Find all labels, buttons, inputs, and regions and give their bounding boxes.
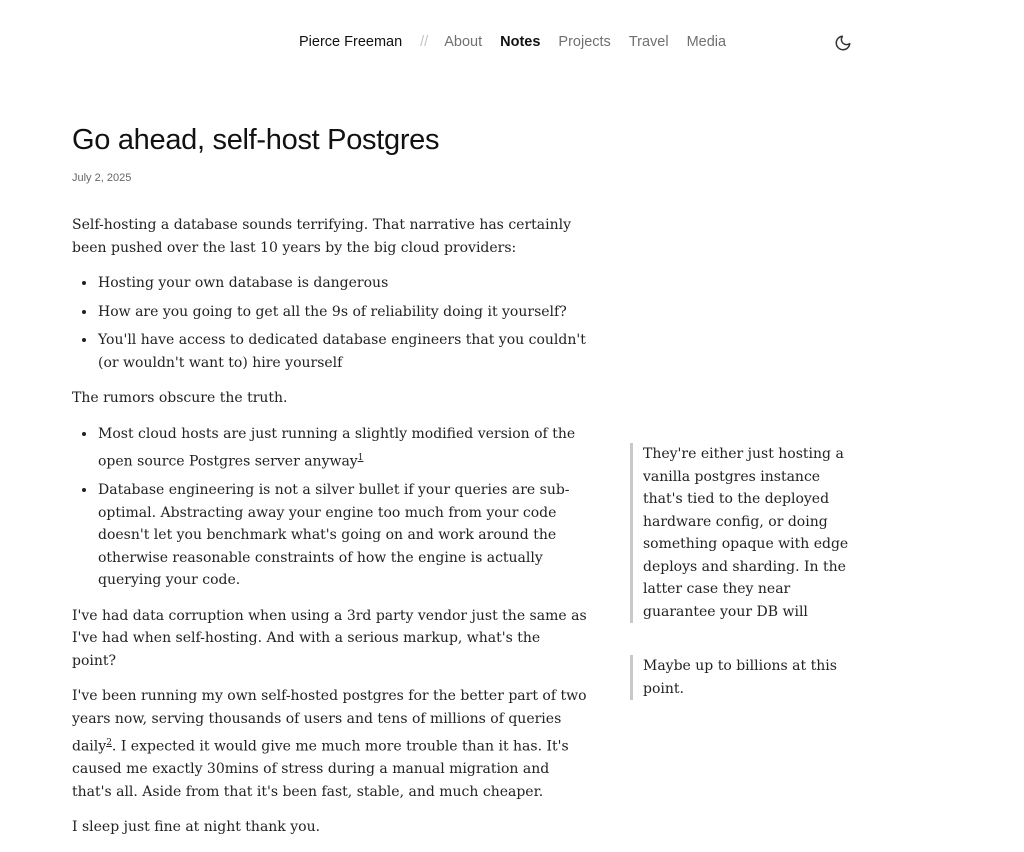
- nav-separator: //: [420, 34, 429, 50]
- truths-list: [72, 423, 588, 592]
- myths-list: [72, 272, 588, 374]
- site-header: [0, 0, 1024, 86]
- sidenote-1: They're either just hosting a vanilla postgres instance that's tied to the deployed hardware config, or doing something opaque with edge deploys and sharding. In the latter case they near guarantee your DB will: [630, 443, 858, 623]
- post-date: July 2, 2025: [72, 172, 132, 184]
- footnote-link-1[interactable]: 1: [357, 453, 364, 463]
- nav-link-projects[interactable]: Projects: [558, 34, 611, 50]
- footnote-ref: [358, 449, 364, 463]
- top-nav: [299, 34, 744, 50]
- list-item: [97, 423, 588, 474]
- nav-link-travel[interactable]: Travel: [628, 34, 669, 50]
- footnote-link-2[interactable]: 2: [106, 738, 112, 749]
- list-item: • Hosting your own database is dangerous: [97, 272, 588, 295]
- sleep-paragraph: I sleep just fine at night thank you.: [72, 819, 321, 836]
- corruption-paragraph: I've had data corruption when using a 3rd party vendor just the same as I've had when self-hosting. And with a serious markup, what's the point?: [72, 607, 587, 669]
- list-item: • How are you going to get all the 9s of reliability doing it yourself?: [97, 301, 588, 324]
- article-body: [72, 214, 588, 852]
- list-item-text: Most cloud hosts are just running a slightly modified version of the open source Postgres server anyway: [98, 425, 576, 470]
- nav-link-notes[interactable]: Notes: [500, 34, 541, 50]
- list-item: • Database engineering is not a silver bullet if your queries are sub-optimal. Abstracting away your engine too much from your code doesn't let you benchmark what's going on and work around the otherwise reasonable constraints of how the engine is actually querying your code.: [97, 479, 588, 592]
- nav-link-about[interactable]: About: [444, 34, 483, 50]
- theme-toggle-button[interactable]: [834, 34, 852, 52]
- running-paragraph: [72, 685, 588, 803]
- page-title: Go ahead, self-host Postgres: [72, 124, 440, 156]
- intro-paragraph: Self-hosting a database sounds terrifying. That narrative has certainly been pushed over the last 10 years by the big cloud providers:: [72, 217, 571, 256]
- moon-icon: [834, 34, 852, 52]
- running-text-start: I've been running my own self-hosted postgres for the better part of two years now, serving thousands of users and tens of millions of queries daily: [72, 688, 587, 755]
- sidenote-2: Maybe up to billions at this point.: [630, 655, 858, 700]
- site-brand-link[interactable]: Pierce Freeman: [299, 34, 403, 50]
- list-item: • You'll have access to dedicated database engineers that you couldn't (or wouldn't want to) hire yourself: [97, 329, 588, 374]
- nav-link-media[interactable]: Media: [686, 34, 727, 50]
- rumors-paragraph: The rumors obscure the truth.: [72, 390, 288, 406]
- running-text-end: . I expected it would give me much more trouble than it has. It's caused me exactly 30mins of stress during a manual migration and that's all. Aside from that it's been fast, stable, and much cheaper.: [72, 738, 569, 800]
